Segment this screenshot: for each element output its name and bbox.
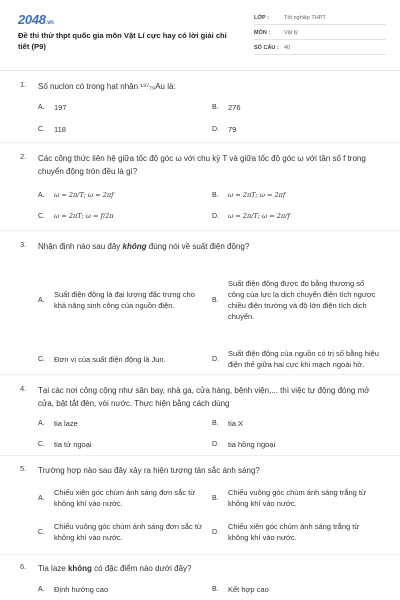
option-letter: D. bbox=[212, 441, 219, 448]
option-text: tia X bbox=[228, 419, 244, 428]
meta-value: Tốt nghiệp THPT bbox=[284, 15, 326, 21]
question-divider bbox=[0, 142, 400, 143]
question-text-part: Tia laze bbox=[38, 564, 68, 573]
option-c[interactable] bbox=[38, 211, 114, 222]
option-letter: C. bbox=[38, 213, 45, 220]
question-text: Các công thức liên hệ giữa tốc độ góc ω với chu kỳ T và giữa tốc độ góc ω với tần số f trong chuyển động tròn đều là gì? bbox=[38, 154, 366, 176]
option-text: Chiếu vuông góc chùm ánh sáng đơn sắc từ không khí vào nước. bbox=[54, 522, 202, 542]
page-header bbox=[0, 0, 400, 66]
option-a[interactable] bbox=[38, 268, 208, 332]
meta-key: LỚP : bbox=[254, 15, 269, 21]
logo-text: 2048 bbox=[18, 12, 46, 27]
option-d[interactable] bbox=[212, 520, 387, 544]
question-text-part: Nhận định nào sau đây bbox=[38, 242, 123, 251]
option-b[interactable] bbox=[212, 486, 387, 510]
option-letter: A. bbox=[38, 192, 45, 199]
question-text-part: có đặc điểm nào dưới đây? bbox=[91, 564, 192, 573]
option-c[interactable] bbox=[38, 439, 92, 450]
option-text: Chiếu xiên góc chùm ánh sáng đơn sắc từ không khí vào nước. bbox=[54, 488, 196, 508]
option-text: Suất điện động là đại lượng đặc trưng cho khả năng sinh công của nguồn điện. bbox=[54, 290, 195, 310]
option-text: ω = 2πT; ω = f/2π bbox=[54, 212, 114, 220]
meta-value: 40 bbox=[284, 45, 291, 51]
option-d[interactable] bbox=[212, 439, 275, 450]
option-text: Chiếu xiên góc chùm ánh sáng trắng từ không khí vào nước. bbox=[228, 522, 360, 542]
question-keyword: không bbox=[122, 242, 147, 251]
option-letter: A. bbox=[38, 494, 45, 502]
option-d[interactable] bbox=[212, 124, 236, 135]
option-letter: C. bbox=[38, 528, 45, 536]
option-letter: D. bbox=[212, 213, 219, 220]
option-text: ω = 2πT; ω = 2πf bbox=[228, 191, 286, 199]
question-number: 2. bbox=[20, 152, 27, 161]
question-number: 3. bbox=[20, 240, 27, 249]
option-a[interactable] bbox=[38, 190, 114, 201]
option-text: Suất điện động của nguồn có trị số bằng hiệu điện thế giữa hai cực khi mạch ngoài hở. bbox=[228, 349, 379, 369]
option-letter: B. bbox=[212, 192, 219, 199]
document-meta bbox=[254, 12, 386, 57]
option-text: Kết hợp cao bbox=[228, 585, 269, 594]
option-letter: A. bbox=[38, 420, 45, 427]
option-letter: B. bbox=[212, 494, 219, 502]
question-divider bbox=[0, 455, 400, 456]
option-d[interactable] bbox=[212, 211, 290, 222]
option-letter: D. bbox=[212, 126, 219, 133]
question-divider bbox=[0, 554, 400, 555]
option-b[interactable] bbox=[212, 584, 269, 595]
option-a[interactable] bbox=[38, 486, 208, 510]
question-text: Số nuclon có trong hạt nhân ¹⁹⁷₇₉Au là: bbox=[38, 82, 176, 91]
question-text-part: đúng nói về suất điện động? bbox=[146, 242, 250, 251]
logo-suffix: .vn bbox=[45, 20, 54, 26]
question-text: Trường hợp nào sau đây xảy ra hiện tượng tán sắc ánh sáng? bbox=[38, 466, 260, 475]
question-number: 4. bbox=[20, 384, 27, 393]
option-letter: B. bbox=[212, 420, 219, 427]
question-text bbox=[38, 562, 383, 575]
option-text: tia tử ngoại bbox=[54, 440, 92, 449]
meta-key: SỐ CÂU : bbox=[254, 45, 279, 51]
option-text: 79 bbox=[228, 125, 237, 134]
option-b[interactable] bbox=[212, 418, 243, 429]
option-a[interactable] bbox=[38, 584, 108, 595]
document-title: Đề thi thử thpt quốc gia môn Vật Lí cực hay có lời giải chi tiết (P9) bbox=[18, 31, 227, 51]
option-letter: C. bbox=[38, 355, 45, 363]
option-b[interactable] bbox=[212, 260, 387, 340]
option-b[interactable] bbox=[212, 102, 241, 113]
option-letter: B. bbox=[212, 586, 219, 593]
question-divider bbox=[0, 374, 400, 375]
option-text: 118 bbox=[54, 125, 66, 134]
option-letter: A. bbox=[38, 104, 45, 111]
question-text: Tại các nơi công cộng như sân bay, nhà ga, cửa hàng, bệnh viện,... thì việc tự động đóng mở cửa, bật tắt đèn, vòi nước. Thực hiện bằng cách dùng bbox=[38, 386, 370, 408]
option-text: Định hướng cao bbox=[54, 585, 109, 594]
option-b[interactable] bbox=[212, 190, 285, 201]
option-d[interactable] bbox=[212, 344, 387, 374]
option-letter: D. bbox=[212, 528, 219, 536]
question-keyword: không bbox=[67, 564, 92, 573]
option-text: tia hồng ngoại bbox=[228, 440, 276, 449]
option-text: Đơn vị của suất điện động là Jun. bbox=[54, 354, 166, 364]
option-a[interactable] bbox=[38, 418, 78, 429]
option-letter: C. bbox=[38, 126, 45, 133]
option-letter: D. bbox=[212, 355, 219, 363]
option-text: Suất điện động được đo bằng thương số công của lực lạ dịch chuyển điện tích ngược chiều điện trường và độ lớn điện tích dịch chuyển. bbox=[228, 279, 376, 321]
option-letter: A. bbox=[38, 296, 45, 304]
question-number: 6. bbox=[20, 562, 27, 571]
option-a[interactable] bbox=[38, 102, 67, 113]
option-text: ω = 2π/T; ω = 2πf bbox=[54, 191, 114, 199]
option-c[interactable] bbox=[38, 520, 208, 544]
question-divider bbox=[0, 230, 400, 231]
question-number: 5. bbox=[20, 464, 27, 473]
site-logo[interactable] bbox=[18, 12, 54, 27]
meta-value: Vật lý bbox=[284, 30, 298, 36]
option-letter: A. bbox=[38, 586, 45, 593]
option-text: ω = 2π/T; ω = 2π/f bbox=[228, 212, 290, 220]
header-divider bbox=[0, 70, 400, 71]
option-text: Chiếu vuông góc chùm ánh sáng trắng từ không khí vào nước. bbox=[228, 488, 367, 508]
option-letter: C. bbox=[38, 441, 45, 448]
option-c[interactable] bbox=[38, 344, 208, 374]
meta-row-subject bbox=[254, 27, 386, 40]
question-text bbox=[38, 240, 383, 253]
option-letter: B. bbox=[212, 296, 219, 304]
option-text: 197 bbox=[54, 103, 67, 112]
option-text: 276 bbox=[228, 103, 241, 112]
option-c[interactable] bbox=[38, 124, 66, 135]
meta-row-count bbox=[254, 42, 386, 55]
question-number: 1. bbox=[20, 80, 27, 89]
option-text: tia laze bbox=[54, 419, 78, 428]
option-letter: B. bbox=[212, 104, 219, 111]
meta-row-class bbox=[254, 12, 386, 25]
meta-key: MÔN : bbox=[254, 30, 271, 36]
